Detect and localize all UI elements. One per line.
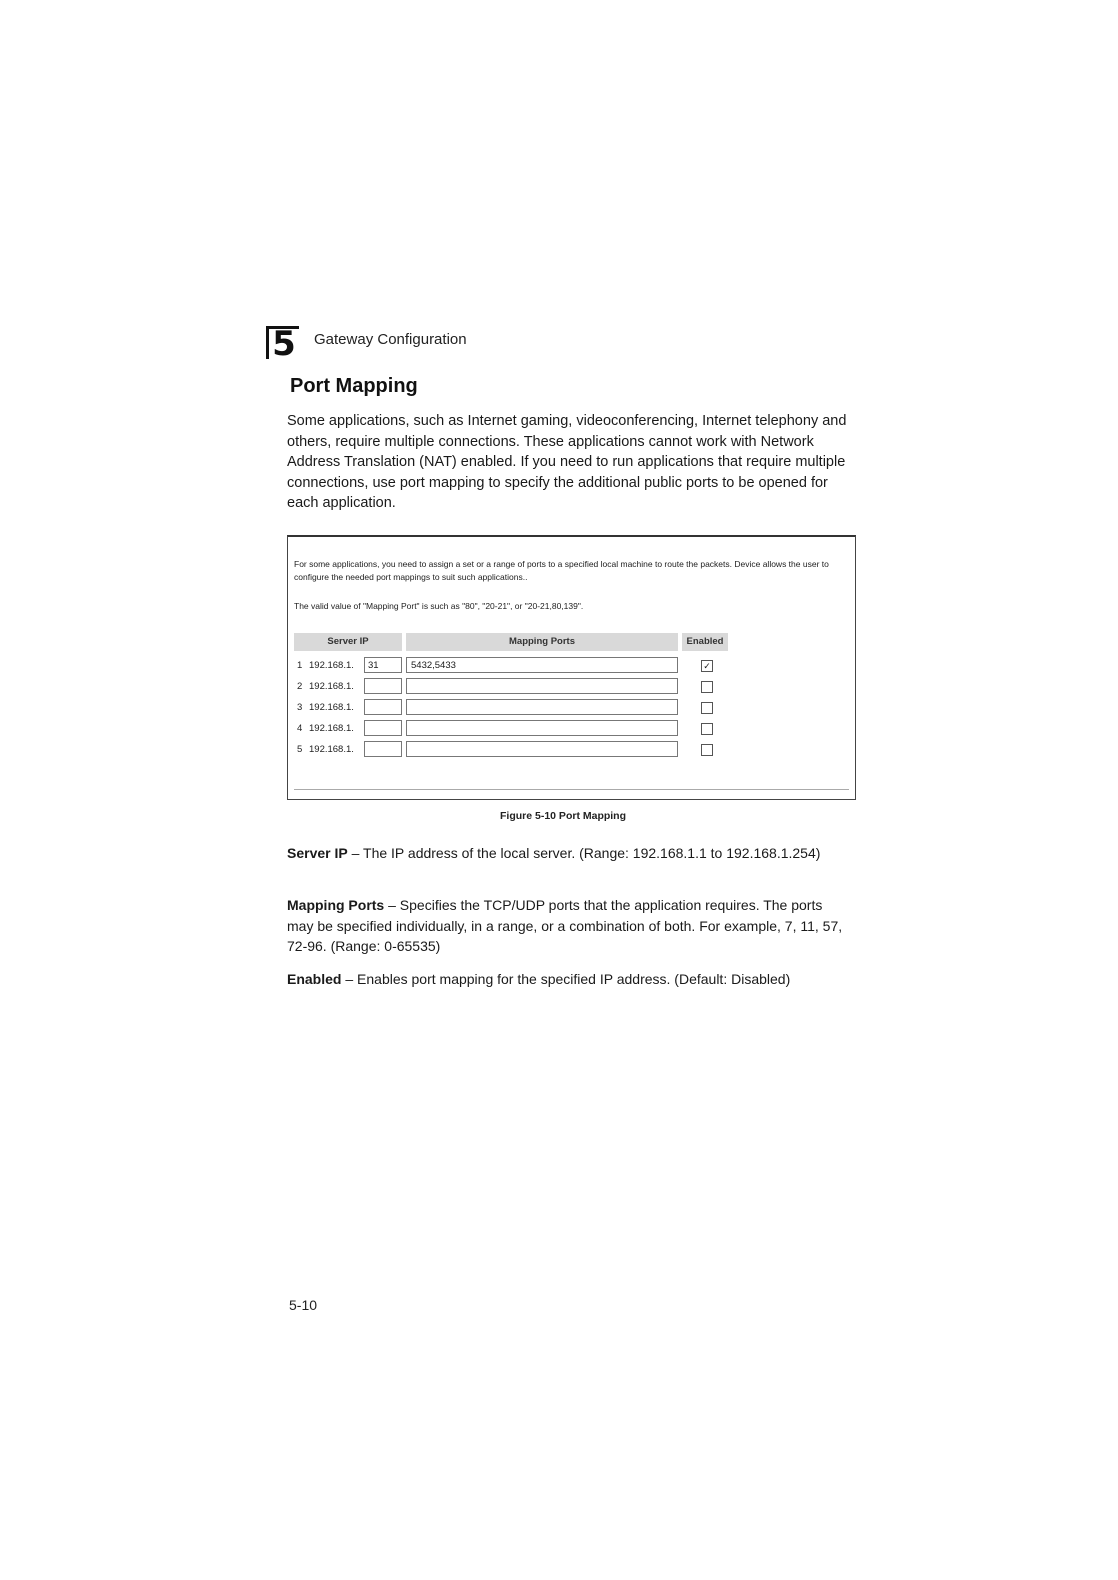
column-header-server-ip: Server IP <box>294 633 402 651</box>
mapping-ports-input[interactable] <box>406 699 678 715</box>
row-number: 4 <box>297 723 303 734</box>
mapping-ports-input[interactable] <box>406 720 678 736</box>
ip-prefix: 192.168.1. <box>309 723 354 734</box>
desc-term: Enabled <box>287 971 342 987</box>
chapter-number: 5 <box>266 326 299 359</box>
mapping-ports-input[interactable]: 5432,5433 <box>406 657 678 673</box>
ip-prefix: 192.168.1. <box>309 681 354 692</box>
desc-text: – The IP address of the local server. (Range: 192.168.1.1 to 192.168.1.254) <box>347 845 821 861</box>
row-number: 1 <box>297 660 303 671</box>
row-number: 3 <box>297 702 303 713</box>
enabled-checkbox[interactable]: ✓ <box>701 660 713 672</box>
divider <box>294 789 849 790</box>
desc-term: Server IP <box>287 845 348 861</box>
server-ip-input[interactable] <box>364 720 402 736</box>
table-row <box>288 657 848 675</box>
column-header-enabled: Enabled <box>682 633 728 651</box>
chapter-title: Gateway Configuration <box>314 331 467 348</box>
mapping-ports-input[interactable] <box>406 741 678 757</box>
server-ip-input[interactable]: 31 <box>364 657 402 673</box>
table-row <box>288 720 848 738</box>
panel-note: For some applications, you need to assign a set or a range of ports to a specified local machine to route the packets. Device allows the user to configure the needed port mappings to suit such applications.. <box>294 559 829 582</box>
desc-text: – Enables port mapping for the specified IP address. (Default: Disabled) <box>341 971 791 987</box>
enabled-checkbox[interactable] <box>701 723 713 735</box>
ip-prefix: 192.168.1. <box>309 660 354 671</box>
desc-enabled <box>287 969 847 990</box>
desc-term: Mapping Ports <box>287 897 385 913</box>
enabled-checkbox[interactable] <box>701 681 713 693</box>
figure-caption: Figure 5-10 Port Mapping <box>500 810 627 822</box>
enabled-checkbox[interactable] <box>701 702 713 714</box>
mapping-ports-input[interactable] <box>406 678 678 694</box>
table-row <box>288 699 848 717</box>
port-mapping-panel <box>287 535 856 800</box>
valid-value-note: The valid value of "Mapping Port" is such as "80", "20-21", or "20-21,80,139". <box>294 601 584 611</box>
row-number: 5 <box>297 744 303 755</box>
server-ip-input[interactable] <box>364 741 402 757</box>
row-number: 2 <box>297 681 303 692</box>
section-title: Port Mapping <box>290 375 418 397</box>
intro-paragraph: Some applications, such as Internet gaming, videoconferencing, Internet telephony and others, require multiple connections. These applications cannot work with Network Address Translation (NAT) enabled. If you need to run applications that require multiple connections, use port mapping to specify the additional public ports to be opened for each application. <box>287 413 847 511</box>
table-row <box>288 741 848 759</box>
ip-prefix: 192.168.1. <box>309 744 354 755</box>
desc-mapping-ports <box>287 895 847 957</box>
ip-prefix: 192.168.1. <box>309 702 354 713</box>
page-number: 5-10 <box>289 1297 318 1313</box>
desc-server-ip <box>287 843 847 864</box>
enabled-checkbox[interactable] <box>701 744 713 756</box>
server-ip-input[interactable] <box>364 678 402 694</box>
table-row <box>288 678 848 696</box>
server-ip-input[interactable] <box>364 699 402 715</box>
column-header-mapping-ports: Mapping Ports <box>406 633 678 651</box>
desc-text: – Specifies the TCP/UDP ports that the application requires. The ports may be specified individually, in a range, or a combination of both. For example, 7, 11, 57, 72-96. (Range: 0-65535) <box>287 897 843 954</box>
